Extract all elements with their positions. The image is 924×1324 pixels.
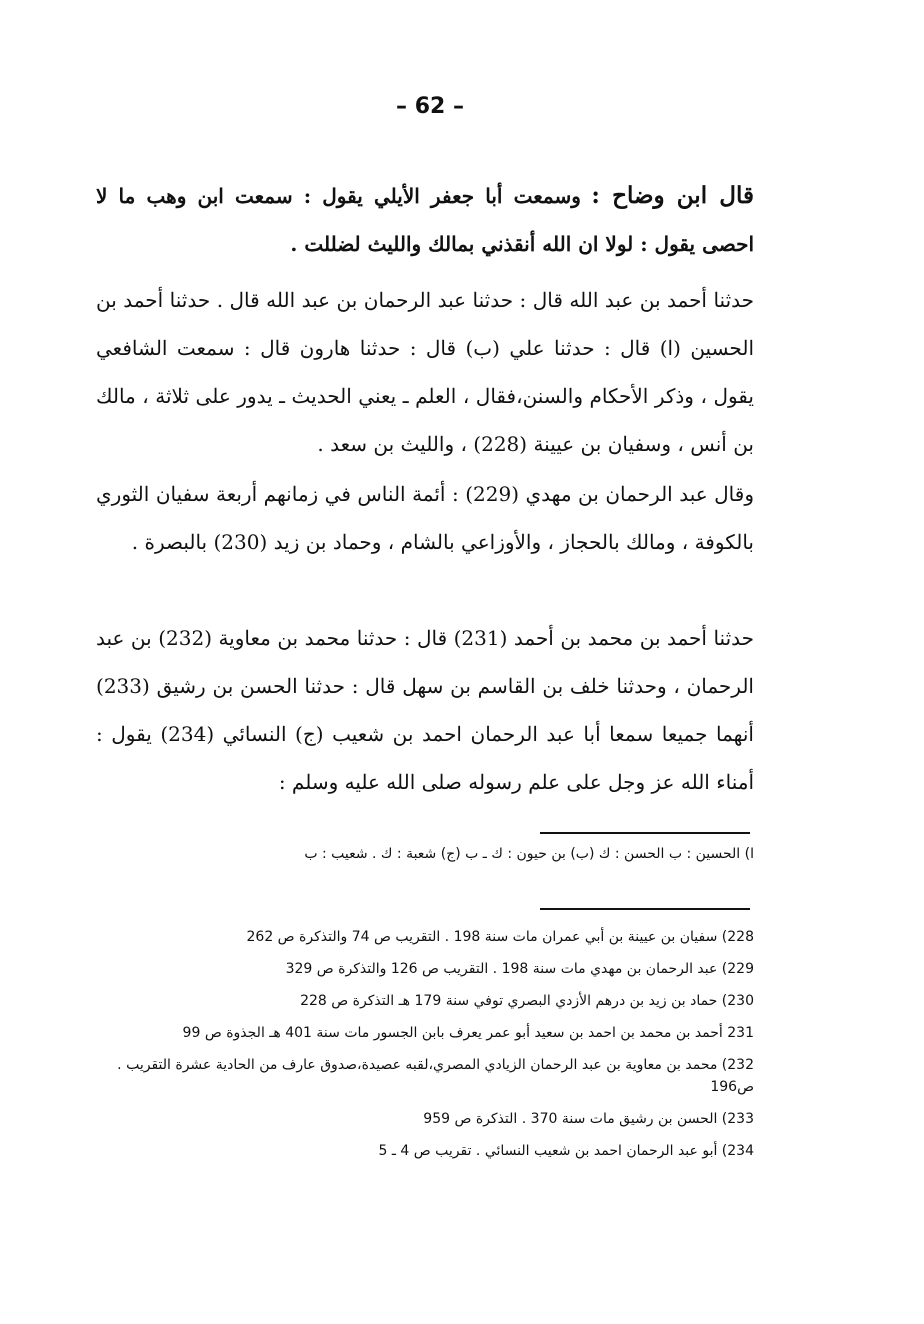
footnotes-list xyxy=(96,926,754,1172)
footnote-item: 234) أبو عبد الرحمان احمد بن شعيب النسائي . تقريب ص 4 ـ 5 xyxy=(378,1143,754,1159)
footnote-item: 231 أحمد بن محمد بن احمد بن سعيد أبو عمر يعرف بابن الجسور مات سنة 401 هـ الجذوة ص 99 xyxy=(182,1025,754,1041)
paragraph-lead: قال ابن وضاح : xyxy=(591,182,754,209)
footnote-item: 232) محمد بن معاوية بن عبد الرحمان الزيادي المصري،لقبه عصيدة،صدوق عارف من الحادية عشرة التقريب . ص196 xyxy=(117,1057,754,1095)
footnote-divider-top xyxy=(540,832,750,834)
page-number: – 62 – xyxy=(396,94,464,119)
paragraph-text: وسمعت أبا جعفر الأيلي يقول : سمعت ابن وهب ما لا احصى يقول : لولا ان الله أنقذني بمالك والليث لضللت . xyxy=(96,184,754,256)
footnote-item: 229) عبد الرحمان بن مهدي مات سنة 198 . التقريب ص 126 والتذكرة ص 329 xyxy=(285,961,754,977)
paragraph-text: حدثنا أحمد بن محمد بن أحمد (231) قال : حدثنا محمد بن معاوية (232) بن عبد الرحمان ، وحدثنا خلف بن القاسم بن سهل قال : حدثنا الحسن بن رشيق (233) أنهما جميعا سمعا أبا عبد الرحمان احمد بن شعيب (ج) النسائي (234) يقول : أمناء الله عز وجل على علم رسوله صلى الله عليه وسلم : xyxy=(96,626,754,794)
footnote-item: 230) حماد بن زيد بن درهم الأزدي البصري توفي سنة 179 هـ التذكرة ص 228 xyxy=(300,993,754,1009)
paragraph-4 xyxy=(96,614,754,806)
footnote-item: 233) الحسن بن رشيق مات سنة 370 . التذكرة ص 959 xyxy=(423,1111,754,1127)
paragraph-text: حدثنا أحمد بن عبد الله قال : حدثنا عبد الرحمان بن عبد الله قال . حدثنا أحمد بن الحسين (ا) قال : حدثنا علي (ب) قال : حدثنا هارون قال : سمعت الشافعي يقول ، وذكر الأحكام والسنن،فقال ، العلم ـ يعني الحديث ـ يدور على ثلاثة ، مالك بن أنس ، وسفيان بن عيينة (228) ، والليث بن سعد . xyxy=(96,288,754,456)
paragraph-text: وقال عبد الرحمان بن مهدي (229) : أئمة الناس في زمانهم أربعة سفيان الثوري بالكوفة ، ومالك بالحجاز ، والأوزاعي بالشام ، وحماد بن زيد (230) بالبصرة . xyxy=(96,482,754,554)
paragraph-2 xyxy=(96,276,754,468)
variant-footnote: ا) الحسين : ب الحسن : ك (ب) بن حيون : ك ـ ب (ج) شعبة : ك . شعيب : ب xyxy=(304,846,754,862)
paragraph-1 xyxy=(96,172,754,268)
paragraph-3 xyxy=(96,470,754,566)
footnote-divider-bottom xyxy=(540,908,750,910)
footnote-item: 228) سفيان بن عيينة بن أبي عمران مات سنة 198 . التقريب ص 74 والتذكرة ص 262 xyxy=(246,929,754,945)
